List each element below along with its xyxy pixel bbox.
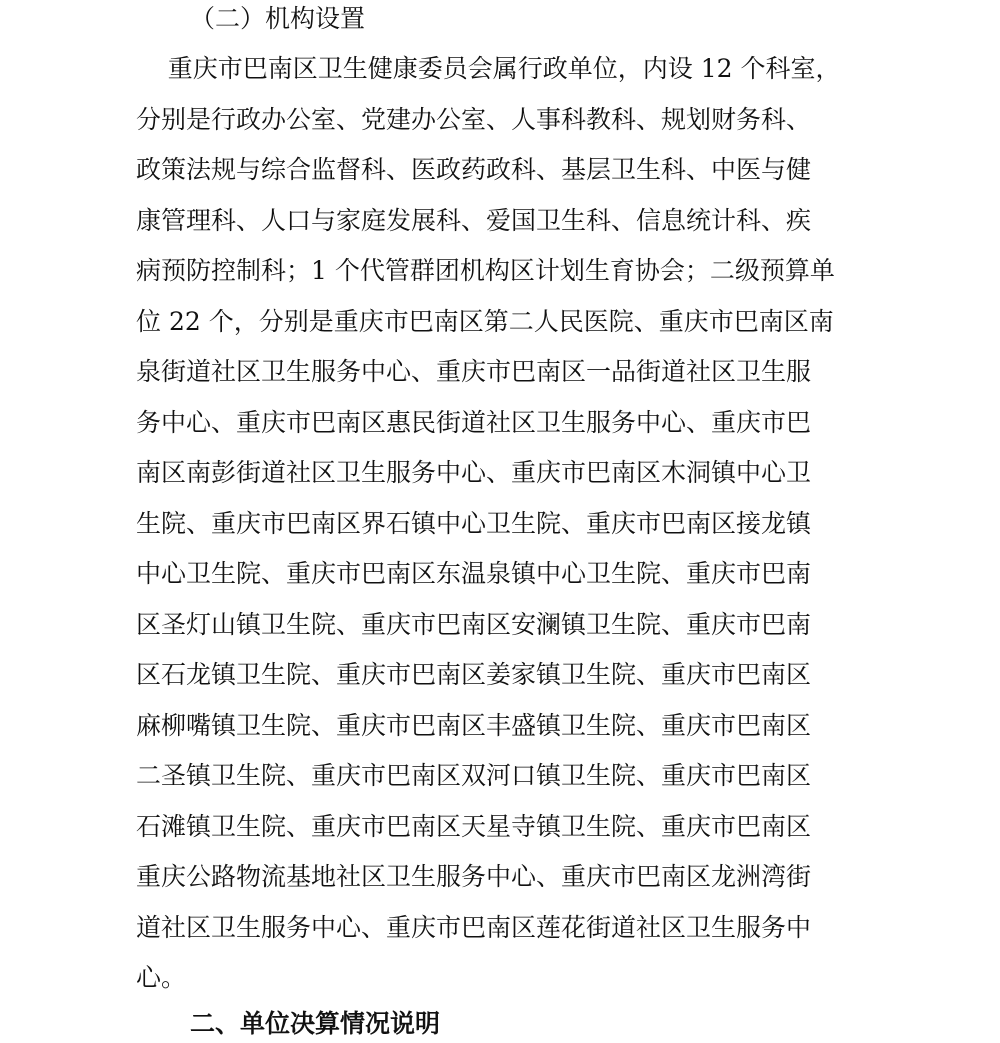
paragraph-line: 重庆公路物流基地社区卫生服务中心、重庆市巴南区龙洲湾街	[136, 862, 812, 891]
paragraph-line: 石滩镇卫生院、重庆市巴南区天星寺镇卫生院、重庆市巴南区	[136, 811, 812, 841]
paragraph-line: 分别是行政办公室、党建办公室、人事科教科、规划财务科、	[136, 104, 812, 134]
paragraph-line: 心。	[136, 963, 187, 992]
section-subheading: （二）机构设置	[190, 4, 366, 33]
paragraph-line: 重庆市巴南区卫生健康委员会属行政单位，内设 12 个科室，	[136, 54, 841, 83]
paragraph-line: 二圣镇卫生院、重庆市巴南区双河口镇卫生院、重庆市巴南区	[136, 761, 812, 790]
paragraph-line: 道社区卫生服务中心、重庆市巴南区莲花街道社区卫生服务中	[136, 912, 812, 942]
paragraph-line: 中心卫生院、重庆市巴南区东温泉镇中心卫生院、重庆市巴南	[136, 559, 812, 588]
body-paragraph	[136, 44, 896, 1004]
paragraph-line: 康管理科、人口与家庭发展科、爱国卫生科、信息统计科、疾	[136, 205, 812, 235]
paragraph-line: 政策法规与综合监督科、医政药政科、基层卫生科、中医与健	[136, 155, 812, 184]
paragraph-line: 区圣灯山镇卫生院、重庆市巴南区安澜镇卫生院、重庆市巴南	[136, 609, 812, 639]
paragraph-line: 位 22 个，分别是重庆市巴南区第二人民医院、重庆市巴南区南	[136, 306, 834, 336]
paragraph-line: 麻柳嘴镇卫生院、重庆市巴南区丰盛镇卫生院、重庆市巴南区	[136, 710, 812, 740]
paragraph-line: 病预防控制科；1 个代管群团机构区计划生育协会；二级预算单	[136, 256, 835, 285]
paragraph-line: 务中心、重庆市巴南区惠民街道社区卫生服务中心、重庆市巴	[136, 407, 812, 437]
paragraph-line: 泉街道社区卫生服务中心、重庆市巴南区一品街道社区卫生服	[136, 357, 812, 386]
paragraph-line: 区石龙镇卫生院、重庆市巴南区姜家镇卫生院、重庆市巴南区	[136, 660, 812, 689]
section-heading: 二、单位决算情况说明	[190, 1009, 441, 1038]
paragraph-line: 生院、重庆市巴南区界石镇中心卫生院、重庆市巴南区接龙镇	[136, 508, 812, 538]
paragraph-line: 南区南彭街道社区卫生服务中心、重庆市巴南区木洞镇中心卫	[136, 458, 812, 487]
